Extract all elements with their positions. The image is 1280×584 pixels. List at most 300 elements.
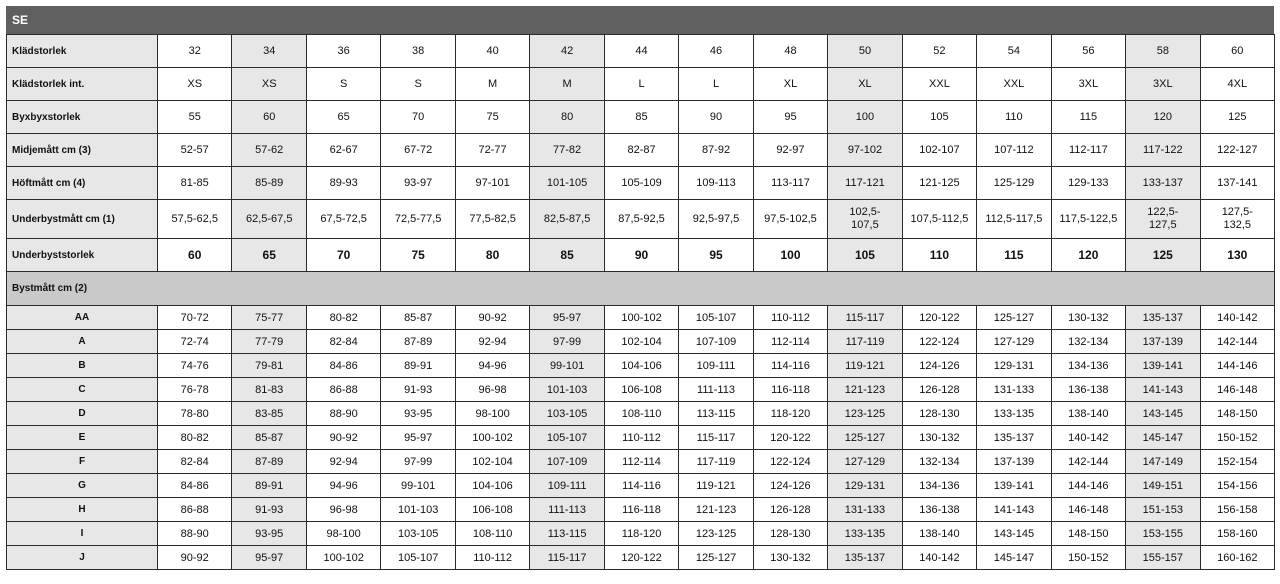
table-cell: 82-84	[158, 450, 232, 474]
table-cell: 103-105	[530, 402, 604, 426]
table-cell	[530, 68, 604, 101]
table-cell	[679, 134, 753, 167]
table-cell: 145-147	[977, 546, 1051, 570]
cup-label: D	[7, 402, 158, 426]
table-cell: 95-97	[530, 306, 604, 330]
cell-value: 82,5-87,5	[543, 212, 591, 225]
cell-value: L	[638, 77, 645, 90]
table-cell: 151-153	[1126, 498, 1200, 522]
table-cell: 106-108	[604, 378, 678, 402]
cell-value: 36	[337, 44, 350, 57]
cell-value: 89-93	[329, 176, 358, 189]
cell-value: 67-72	[404, 143, 433, 156]
table-cell: 93-95	[381, 402, 455, 426]
table-cell: 107-109	[530, 450, 604, 474]
cell-value: 127,5- 132,5	[1221, 206, 1253, 231]
table-cell	[1051, 35, 1125, 68]
table-cell: 131-133	[977, 378, 1051, 402]
table-cell: 91-93	[232, 498, 306, 522]
table-cell: 147-149	[1126, 450, 1200, 474]
table-cell	[232, 101, 306, 134]
cell-value: M	[488, 77, 498, 90]
table-cell	[1051, 134, 1125, 167]
table-cell: 141-143	[1126, 378, 1200, 402]
table-cell: 96-98	[306, 498, 380, 522]
table-cell	[753, 167, 827, 200]
table-cell	[306, 134, 380, 167]
table-cell: 106-108	[455, 498, 529, 522]
table-cell: 116-118	[604, 498, 678, 522]
measurement-row	[7, 239, 1275, 272]
table-cell	[753, 101, 827, 134]
cell-value: 121-125	[919, 176, 960, 189]
table-cell: 88-90	[158, 522, 232, 546]
table-cell	[1126, 134, 1200, 167]
row-label: Klädstorlek int.	[7, 68, 158, 101]
table-cell: 94-96	[455, 354, 529, 378]
table-cell: 155-157	[1126, 546, 1200, 570]
table-cell: 135-137	[977, 426, 1051, 450]
table-cell: 75-77	[232, 306, 306, 330]
table-cell: 110-112	[455, 546, 529, 570]
table-cell: 111-113	[530, 498, 604, 522]
cell-value: 60	[188, 248, 202, 262]
table-cell	[902, 167, 976, 200]
cell-value: 60	[263, 110, 276, 123]
table-cell: 115-117	[679, 426, 753, 450]
table-cell	[455, 68, 529, 101]
table-cell	[530, 200, 604, 239]
table-cell: 103-105	[381, 522, 455, 546]
cell-value: 75	[411, 248, 425, 262]
cell-value: 4XL	[1227, 77, 1248, 90]
table-cell: 144-146	[1200, 354, 1274, 378]
table-cell: 85-87	[381, 306, 455, 330]
cell-value: 82-87	[627, 143, 656, 156]
table-cell: 133-135	[977, 402, 1051, 426]
cell-value: 40	[486, 44, 499, 57]
table-cell: 112-114	[753, 330, 827, 354]
table-cell: 87-89	[232, 450, 306, 474]
table-cell	[455, 239, 529, 272]
table-cell: 105-107	[679, 306, 753, 330]
cell-value: 117-122	[1143, 143, 1183, 156]
cell-value: L	[712, 77, 720, 90]
table-cell: 127-129	[828, 450, 902, 474]
cup-label: E	[7, 426, 158, 450]
table-cell: 116-118	[753, 378, 827, 402]
cell-value: 57,5-62,5	[171, 212, 218, 225]
cell-value: 95	[784, 110, 797, 123]
cell-value: 70	[336, 248, 351, 262]
table-cell: 139-141	[977, 474, 1051, 498]
table-cell	[1126, 35, 1200, 68]
measurement-row	[7, 200, 1275, 239]
section-label: Bystmått cm (2)	[7, 272, 1275, 306]
measurement-row	[7, 68, 1275, 101]
table-cell	[1126, 239, 1200, 272]
table-cell: 134-136	[902, 474, 976, 498]
table-cell	[232, 68, 306, 101]
table-cell	[232, 167, 306, 200]
table-cell	[381, 68, 455, 101]
cell-value: 120	[1078, 248, 1099, 262]
table-cell: 87-89	[381, 330, 455, 354]
cell-value: 80	[485, 248, 500, 262]
table-cell	[1200, 35, 1274, 68]
table-cell: 74-76	[158, 354, 232, 378]
cup-label: F	[7, 450, 158, 474]
cell-value: 92,5-97,5	[692, 212, 740, 225]
table-cell: 84-86	[306, 354, 380, 378]
table-cell	[306, 35, 380, 68]
table-cell	[1126, 167, 1200, 200]
table-cell: 86-88	[306, 378, 380, 402]
table-cell	[604, 35, 678, 68]
table-cell: 132-134	[1051, 330, 1125, 354]
table-cell: 79-81	[232, 354, 306, 378]
table-cell: 140-142	[902, 546, 976, 570]
table-cell	[977, 239, 1051, 272]
table-cell	[306, 68, 380, 101]
cell-value: 75	[486, 110, 499, 123]
cell-value: 97-102	[847, 143, 883, 156]
cell-value: 72,5-77,5	[394, 212, 442, 225]
cell-value: 87-92	[701, 143, 731, 156]
cell-value: 77,5-82,5	[469, 212, 516, 225]
table-cell: 99-101	[381, 474, 455, 498]
table-cell	[381, 101, 455, 134]
cup-label: G	[7, 474, 158, 498]
cup-label: AA	[7, 306, 158, 330]
cell-value: 85	[560, 248, 574, 262]
table-cell	[902, 239, 976, 272]
table-cell: 112-114	[604, 450, 678, 474]
table-cell: 78-80	[158, 402, 232, 426]
cell-value: 100	[780, 248, 801, 262]
table-cell: 110-112	[753, 306, 827, 330]
cell-value: 122-127	[1217, 143, 1258, 156]
table-cell	[306, 200, 380, 239]
row-label: Byxbyxstorlek	[7, 101, 158, 134]
table-cell: 72-74	[158, 330, 232, 354]
table-cell	[455, 200, 529, 239]
table-cell	[232, 239, 306, 272]
bust-row	[7, 426, 1275, 450]
cell-value: 32	[188, 44, 201, 57]
table-cell: 142-144	[1051, 450, 1125, 474]
cup-label: H	[7, 498, 158, 522]
table-cell: 80-82	[158, 426, 232, 450]
cell-value: 107-112	[994, 143, 1034, 156]
table-cell: 124-126	[902, 354, 976, 378]
cell-value: XXL	[929, 77, 950, 90]
table-cell: 144-146	[1051, 474, 1125, 498]
cell-value: 85-89	[255, 176, 284, 189]
table-cell: 93-95	[232, 522, 306, 546]
table-cell	[828, 101, 902, 134]
table-cell: 95-97	[381, 426, 455, 450]
cell-value: 80	[560, 110, 574, 123]
table-cell	[1200, 68, 1274, 101]
table-cell	[828, 134, 902, 167]
table-cell: 84-86	[158, 474, 232, 498]
table-cell: 124-126	[753, 474, 827, 498]
cell-value: 112,5-117,5	[985, 212, 1043, 225]
table-cell: 150-152	[1200, 426, 1274, 450]
cell-value: 100	[855, 110, 875, 123]
measurement-row	[7, 134, 1275, 167]
table-cell: 129-131	[828, 474, 902, 498]
table-cell	[530, 101, 604, 134]
table-cell: 101-103	[530, 378, 604, 402]
table-cell: 141-143	[977, 498, 1051, 522]
table-cell	[455, 35, 529, 68]
table-cell	[977, 35, 1051, 68]
table-cell	[604, 167, 678, 200]
cell-value: 42	[560, 44, 574, 57]
cell-value: XS	[261, 77, 277, 90]
table-cell	[1126, 68, 1200, 101]
table-cell: 148-150	[1200, 402, 1274, 426]
table-cell	[753, 35, 827, 68]
table-cell	[977, 134, 1051, 167]
table-cell: 126-128	[902, 378, 976, 402]
table-cell	[679, 239, 753, 272]
cell-value: 87,5-92,5	[618, 212, 665, 225]
table-cell: 105-107	[381, 546, 455, 570]
cell-value: 3XL	[1153, 77, 1173, 90]
cell-value: 52	[933, 44, 946, 57]
bust-row	[7, 306, 1275, 330]
table-cell	[1200, 134, 1274, 167]
table-cell: 90-92	[306, 426, 380, 450]
table-cell: 95-97	[232, 546, 306, 570]
table-cell: 142-144	[1200, 330, 1274, 354]
table-cell	[604, 200, 678, 239]
row-label: Underbystmått cm (1)	[7, 200, 158, 239]
cell-value: 93-97	[404, 176, 433, 189]
table-cell	[381, 200, 455, 239]
table-cell	[828, 167, 902, 200]
table-cell	[158, 167, 232, 200]
cell-value: 50	[858, 44, 872, 57]
cell-value: 112-117	[1068, 143, 1108, 156]
cell-value: 70	[412, 110, 425, 123]
cell-value: 133-137	[1142, 176, 1184, 189]
table-cell: 96-98	[455, 378, 529, 402]
table-cell	[232, 200, 306, 239]
table-cell: 143-145	[1126, 402, 1200, 426]
measurement-row	[7, 167, 1275, 200]
table-cell	[828, 239, 902, 272]
cell-value: 62-67	[329, 143, 358, 156]
cell-value: XS	[187, 77, 203, 90]
table-cell: 99-101	[530, 354, 604, 378]
bust-row	[7, 402, 1275, 426]
cell-value: XL	[858, 77, 872, 90]
cell-value: 3XL	[1078, 77, 1099, 90]
table-cell: 102-104	[604, 330, 678, 354]
table-cell: 104-106	[455, 474, 529, 498]
table-cell: 77-79	[232, 330, 306, 354]
table-cell: 138-140	[902, 522, 976, 546]
table-cell: 136-138	[902, 498, 976, 522]
cell-value: 81-85	[180, 176, 209, 189]
table-cell	[1200, 167, 1274, 200]
table-cell: 76-78	[158, 378, 232, 402]
table-cell: 125-127	[828, 426, 902, 450]
size-table	[6, 34, 1275, 570]
table-cell	[381, 167, 455, 200]
table-cell	[381, 239, 455, 272]
table-cell	[530, 239, 604, 272]
table-cell	[902, 200, 976, 239]
table-cell: 119-121	[679, 474, 753, 498]
table-cell: 119-121	[828, 354, 902, 378]
size-chart	[6, 6, 1274, 570]
cell-value: 95	[709, 248, 723, 262]
table-cell	[1200, 239, 1274, 272]
table-cell: 89-91	[381, 354, 455, 378]
cell-value: 110	[1005, 110, 1023, 123]
table-cell: 90-92	[455, 306, 529, 330]
table-cell: 129-131	[977, 354, 1051, 378]
cup-label: B	[7, 354, 158, 378]
cell-value: 117-121	[845, 176, 885, 189]
table-cell: 152-154	[1200, 450, 1274, 474]
table-cell	[1126, 200, 1200, 239]
table-cell: 153-155	[1126, 522, 1200, 546]
table-cell	[530, 167, 604, 200]
cell-value: 97-101	[475, 176, 510, 189]
table-cell: 104-106	[604, 354, 678, 378]
table-cell: 114-116	[753, 354, 827, 378]
cell-value: 57-62	[255, 143, 284, 156]
table-cell: 148-150	[1051, 522, 1125, 546]
table-cell: 83-85	[232, 402, 306, 426]
table-cell: 130-132	[902, 426, 976, 450]
table-cell: 120-122	[604, 546, 678, 570]
table-cell	[902, 35, 976, 68]
table-cell: 118-120	[753, 402, 827, 426]
table-cell: 88-90	[306, 402, 380, 426]
table-cell	[977, 167, 1051, 200]
cell-value: 85	[635, 110, 648, 123]
table-cell: 123-125	[828, 402, 902, 426]
table-cell: 134-136	[1051, 354, 1125, 378]
table-cell	[902, 134, 976, 167]
table-cell	[530, 134, 604, 167]
cell-value: S	[414, 77, 422, 90]
table-cell	[158, 134, 232, 167]
table-cell	[381, 35, 455, 68]
bust-row	[7, 330, 1275, 354]
cell-value: 38	[412, 44, 425, 57]
measurement-row	[7, 101, 1275, 134]
table-cell: 92-94	[306, 450, 380, 474]
row-label: Underbyststorlek	[7, 239, 158, 272]
table-cell: 158-160	[1200, 522, 1274, 546]
cell-value: 105	[930, 110, 949, 123]
cell-value: 48	[784, 44, 797, 57]
table-cell: 98-100	[306, 522, 380, 546]
table-cell	[381, 134, 455, 167]
cell-value: 77-82	[553, 143, 582, 156]
table-cell: 113-115	[530, 522, 604, 546]
table-cell	[158, 35, 232, 68]
cell-value: 56	[1082, 44, 1095, 57]
table-cell	[1126, 101, 1200, 134]
cell-value: 46	[709, 44, 723, 57]
table-cell	[977, 68, 1051, 101]
table-cell: 101-103	[381, 498, 455, 522]
cell-value: 117,5-122,5	[1059, 212, 1118, 225]
table-cell	[679, 167, 753, 200]
table-cell: 113-115	[679, 402, 753, 426]
cell-value: 65	[337, 110, 350, 123]
table-cell: 125-127	[679, 546, 753, 570]
table-cell: 132-134	[902, 450, 976, 474]
row-label: Höftmått cm (4)	[7, 167, 158, 200]
table-cell: 135-137	[828, 546, 902, 570]
table-cell	[828, 35, 902, 68]
cell-value: 102,5- 107,5	[849, 206, 881, 231]
table-cell: 92-94	[455, 330, 529, 354]
table-cell	[753, 134, 827, 167]
cup-label: A	[7, 330, 158, 354]
bust-row	[7, 474, 1275, 498]
table-cell: 100-102	[604, 306, 678, 330]
table-cell	[604, 134, 678, 167]
table-cell: 140-142	[1051, 426, 1125, 450]
cell-value: 107,5-112,5	[910, 212, 969, 225]
table-cell: 100-102	[455, 426, 529, 450]
table-cell	[902, 68, 976, 101]
cell-value: 129-133	[1068, 176, 1109, 189]
table-cell	[828, 68, 902, 101]
table-cell: 97-99	[530, 330, 604, 354]
cell-value: 130	[1227, 248, 1248, 262]
cell-value: XXL	[1003, 77, 1025, 90]
table-cell	[604, 101, 678, 134]
table-cell	[977, 101, 1051, 134]
table-cell	[1051, 200, 1125, 239]
table-cell: 91-93	[381, 378, 455, 402]
table-cell	[1051, 239, 1125, 272]
table-cell: 94-96	[306, 474, 380, 498]
table-cell: 121-123	[828, 378, 902, 402]
cell-value: S	[340, 77, 348, 90]
cell-value: 110	[929, 248, 950, 262]
table-cell	[977, 200, 1051, 239]
table-cell: 145-147	[1126, 426, 1200, 450]
table-cell: 118-120	[604, 522, 678, 546]
table-cell: 130-132	[1051, 306, 1125, 330]
cell-value: 125	[1228, 110, 1247, 123]
cell-value: 113-117	[771, 176, 810, 189]
cell-value: 105	[854, 248, 875, 262]
table-cell: 131-133	[828, 498, 902, 522]
cell-value: 125-129	[993, 176, 1035, 189]
bust-row	[7, 378, 1275, 402]
chart-title: SE	[6, 6, 1274, 34]
table-cell	[679, 35, 753, 68]
cell-value: 120	[1153, 110, 1172, 123]
table-cell	[158, 239, 232, 272]
cell-value: 55	[188, 110, 201, 123]
bust-row	[7, 450, 1275, 474]
